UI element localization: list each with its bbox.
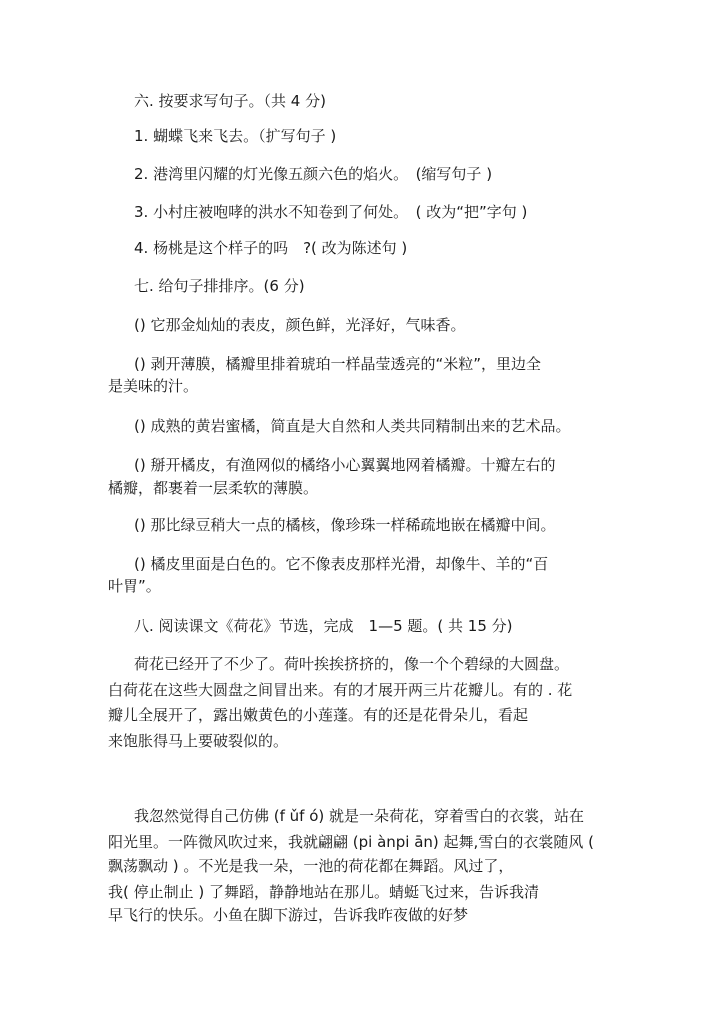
passage-1-line-4: 来饱胀得马上要破裂似的。	[108, 732, 289, 750]
section-eight-heading: 八. 阅读课文《荷花》节选，完成 1—5 题。( 共 15 分)	[134, 617, 513, 635]
order-item-2-line-1: () 剥开薄膜，橘瓣里排着琥珀一样晶莹透亮的“米粒”，里边全	[134, 355, 542, 373]
section-six-item-1: 1. 蝴蝶飞来飞去。（扩写句子 )	[134, 127, 337, 145]
order-item-3-line-1: () 成熟的黄岩蜜橘，简直是大自然和人类共同精制出来的艺术品。	[134, 417, 571, 435]
passage-1-line-1: 荷花已经开了不少了。荷叶挨挨挤挤的，像一个个碧绿的大圆盘。	[134, 655, 570, 673]
order-item-6-line-2: 叶胃”。	[108, 577, 161, 595]
section-six-heading: 六. 按要求写句子。（共 4 分)	[134, 92, 326, 110]
passage-1-line-2: 白荷花在这些大圆盘之间冒出来。有的才展开两三片花瓣儿。有的 . 花	[108, 681, 573, 699]
section-six-item-4: 4. 杨桃是这个样子的吗 ?( 改为陈述句 )	[134, 239, 408, 257]
order-item-4-line-2: 橘瓣，都裹着一层柔软的薄膜。	[108, 479, 319, 497]
section-six-item-2: 2. 港湾里闪耀的灯光像五颜六色的焰火。 (缩写句子 )	[134, 165, 493, 183]
passage-1-line-3: 瓣儿全展开了，露出嫩黄色的小莲蓬。有的还是花骨朵儿，看起	[108, 706, 529, 724]
passage-2-line-5: 早飞行的快乐。小鱼在脚下游过，告诉我昨夜做的好梦	[108, 906, 469, 924]
order-item-1-line-1: () 它那金灿灿的表皮，颜色鲜，光泽好，气味香。	[134, 316, 466, 334]
order-item-4-line-1: () 掰开橘皮，有渔网似的橘络小心翼翼地网着橘瓣。十瓣左右的	[134, 456, 556, 474]
passage-2-line-4: 我( 停止制止 ) 了舞蹈，静静地站在那儿。蜻蜓飞过来，告诉我清	[108, 883, 540, 901]
section-six-item-3: 3. 小村庄被咆哮的洪水不知卷到了何处。 ( 改为“把”字句 )	[134, 203, 528, 221]
passage-2-line-1: 我忽然觉得自己仿佛 (f ǔf ó) 就是一朵荷花，穿着雪白的衣裳，站在	[134, 807, 585, 825]
order-item-2-line-2: 是美味的汁。	[108, 377, 199, 395]
passage-2-line-3: 飘荡飘动 ) 。不光是我一朵，一池的荷花都在舞蹈。风过了，	[108, 857, 514, 875]
order-item-5-line-1: () 那比绿豆稍大一点的橘核，像珍珠一样稀疏地嵌在橘瓣中间。	[134, 516, 556, 534]
section-seven-heading: 七. 给句子排排序。(6 分)	[134, 277, 305, 295]
order-item-6-line-1: () 橘皮里面是白色的。它不像表皮那样光滑，却像牛、羊的“百	[134, 555, 549, 573]
passage-2-line-2: 阳光里。一阵微风吹过来，我就翩翩 (pi ànpi ān) 起舞,雪白的衣裳随风 (	[108, 833, 594, 851]
